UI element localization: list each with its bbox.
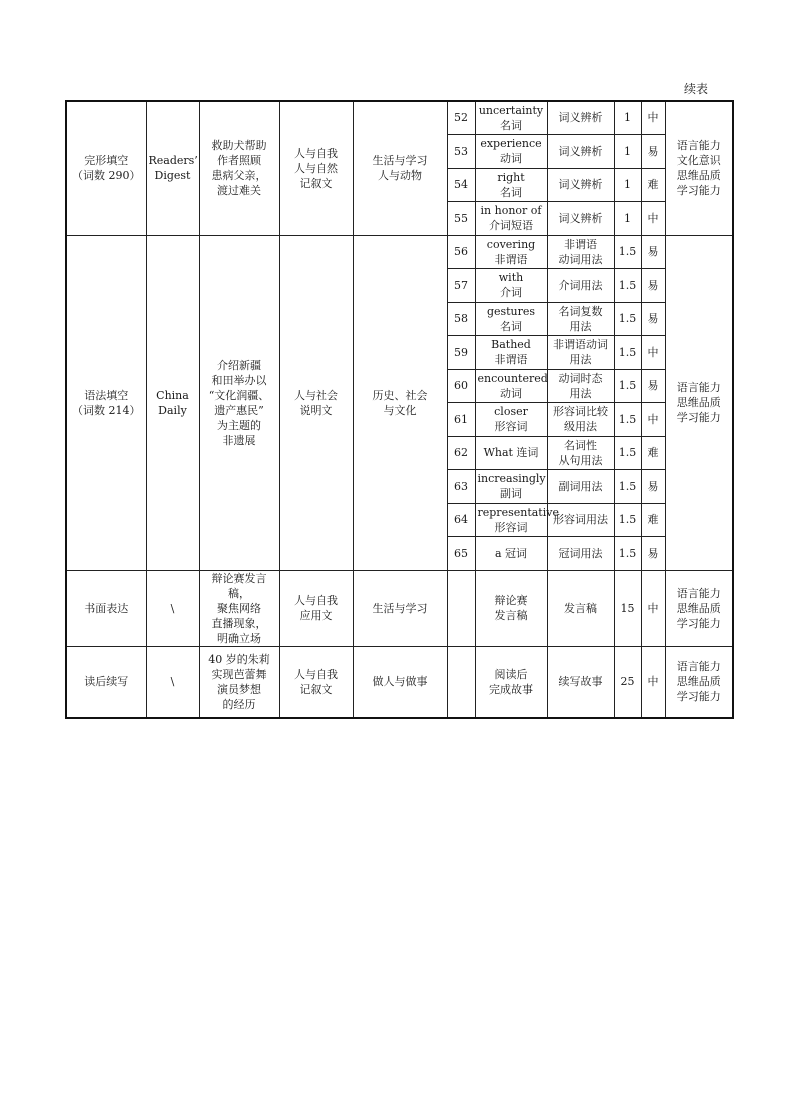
theme-cell: 人与自我 应用文 [279, 570, 353, 646]
difficulty-cell: 中 [641, 402, 665, 436]
question-type-cell: 书面表达 [66, 570, 146, 646]
answer-cell: experience 动词 [475, 134, 547, 168]
difficulty-cell: 中 [641, 201, 665, 235]
topic-cell: 救助犬帮助 作者照顾 患病父亲， 渡过难关 [199, 101, 279, 235]
source-cell: China Daily [146, 235, 199, 570]
context-cell: 历史、社会 与文化 [353, 235, 447, 570]
item-number-cell: 64 [447, 503, 475, 536]
score-cell: 1.5 [614, 235, 641, 268]
difficulty-cell: 易 [641, 302, 665, 335]
score-cell: 1.5 [614, 436, 641, 469]
knowledge-point-cell: 词义辨析 [547, 101, 614, 134]
item-number-cell: 60 [447, 369, 475, 402]
item-number-cell: 59 [447, 335, 475, 369]
score-cell: 1.5 [614, 503, 641, 536]
score-cell: 1 [614, 134, 641, 168]
competence-cell: 语言能力 思维品质 学习能力 [665, 570, 733, 646]
knowledge-point-cell: 动词时态 用法 [547, 369, 614, 402]
context-cell: 做人与做事 [353, 646, 447, 718]
source-cell: \ [146, 646, 199, 718]
source-cell: \ [146, 570, 199, 646]
difficulty-cell: 中 [641, 570, 665, 646]
knowledge-point-cell: 形容词比较 级用法 [547, 402, 614, 436]
table-row [66, 101, 733, 134]
score-cell: 1.5 [614, 469, 641, 503]
competence-cell: 语言能力 思维品质 学习能力 [665, 235, 733, 570]
question-type-cell: 完形填空 （词数 290） [66, 101, 146, 235]
knowledge-point-cell: 名词性 从句用法 [547, 436, 614, 469]
knowledge-point-cell: 副词用法 [547, 469, 614, 503]
answer-cell: What 连词 [475, 436, 547, 469]
difficulty-cell: 易 [641, 134, 665, 168]
context-cell: 生活与学习 人与动物 [353, 101, 447, 235]
exam-analysis-table [65, 100, 734, 719]
score-cell: 25 [614, 646, 641, 718]
knowledge-point-cell: 词义辨析 [547, 168, 614, 201]
difficulty-cell: 中 [641, 101, 665, 134]
theme-cell: 人与社会 说明文 [279, 235, 353, 570]
item-number-cell [447, 646, 475, 718]
answer-cell: representative 形容词 [475, 503, 547, 536]
score-cell: 1.5 [614, 369, 641, 402]
item-number-cell [447, 570, 475, 646]
difficulty-cell: 易 [641, 536, 665, 570]
item-number-cell: 58 [447, 302, 475, 335]
answer-cell: 辩论赛 发言稿 [475, 570, 547, 646]
topic-cell: 介绍新疆 和田举办以 “文化润疆、 遗产惠民” 为主题的 非遗展 [199, 235, 279, 570]
answer-cell: increasingly 副词 [475, 469, 547, 503]
item-number-cell: 52 [447, 101, 475, 134]
knowledge-point-cell: 名词复数 用法 [547, 302, 614, 335]
knowledge-point-cell: 非谓语动词 用法 [547, 335, 614, 369]
source-cell: Readers’ Digest [146, 101, 199, 235]
score-cell: 1.5 [614, 335, 641, 369]
topic-cell: 40 岁的朱莉 实现芭蕾舞 演员梦想 的经历 [199, 646, 279, 718]
item-number-cell: 61 [447, 402, 475, 436]
theme-cell: 人与自我 人与自然 记叙文 [279, 101, 353, 235]
difficulty-cell: 易 [641, 469, 665, 503]
answer-cell: Bathed 非谓语 [475, 335, 547, 369]
answer-cell: 阅读后 完成故事 [475, 646, 547, 718]
knowledge-point-cell: 词义辨析 [547, 201, 614, 235]
table-row [66, 646, 733, 718]
item-number-cell: 55 [447, 201, 475, 235]
score-cell: 1 [614, 101, 641, 134]
score-cell: 1.5 [614, 268, 641, 302]
score-cell: 1 [614, 201, 641, 235]
answer-cell: gestures 名词 [475, 302, 547, 335]
competence-cell: 语言能力 文化意识 思维品质 学习能力 [665, 101, 733, 235]
competence-cell: 语言能力 思维品质 学习能力 [665, 646, 733, 718]
difficulty-cell: 易 [641, 235, 665, 268]
knowledge-point-cell: 发言稿 [547, 570, 614, 646]
item-number-cell: 57 [447, 268, 475, 302]
answer-cell: with 介词 [475, 268, 547, 302]
difficulty-cell: 中 [641, 646, 665, 718]
answer-cell: in honor of 介词短语 [475, 201, 547, 235]
knowledge-point-cell: 形容词用法 [547, 503, 614, 536]
question-type-cell: 语法填空 （词数 214） [66, 235, 146, 570]
difficulty-cell: 易 [641, 369, 665, 402]
theme-cell: 人与自我 记叙文 [279, 646, 353, 718]
score-cell: 1.5 [614, 402, 641, 436]
table-caption: 续表 [684, 82, 709, 96]
knowledge-point-cell: 续写故事 [547, 646, 614, 718]
answer-cell: closer 形容词 [475, 402, 547, 436]
score-cell: 1 [614, 168, 641, 201]
difficulty-cell: 难 [641, 503, 665, 536]
difficulty-cell: 中 [641, 335, 665, 369]
difficulty-cell: 易 [641, 268, 665, 302]
item-number-cell: 65 [447, 536, 475, 570]
knowledge-point-cell: 介词用法 [547, 268, 614, 302]
item-number-cell: 63 [447, 469, 475, 503]
table-row [66, 570, 733, 646]
knowledge-point-cell: 非谓语 动词用法 [547, 235, 614, 268]
table-row [66, 235, 733, 268]
topic-cell: 辩论赛发言稿， 聚焦网络 直播现象， 明确立场 [199, 570, 279, 646]
knowledge-point-cell: 词义辨析 [547, 134, 614, 168]
answer-cell: encountered 动词 [475, 369, 547, 402]
question-type-cell: 读后续写 [66, 646, 146, 718]
score-cell: 1.5 [614, 302, 641, 335]
answer-cell: covering 非谓语 [475, 235, 547, 268]
score-cell: 1.5 [614, 536, 641, 570]
item-number-cell: 53 [447, 134, 475, 168]
answer-cell: uncertainty 名词 [475, 101, 547, 134]
difficulty-cell: 难 [641, 168, 665, 201]
knowledge-point-cell: 冠词用法 [547, 536, 614, 570]
answer-cell: a 冠词 [475, 536, 547, 570]
item-number-cell: 62 [447, 436, 475, 469]
context-cell: 生活与学习 [353, 570, 447, 646]
score-cell: 15 [614, 570, 641, 646]
item-number-cell: 56 [447, 235, 475, 268]
item-number-cell: 54 [447, 168, 475, 201]
difficulty-cell: 难 [641, 436, 665, 469]
answer-cell: right 名词 [475, 168, 547, 201]
